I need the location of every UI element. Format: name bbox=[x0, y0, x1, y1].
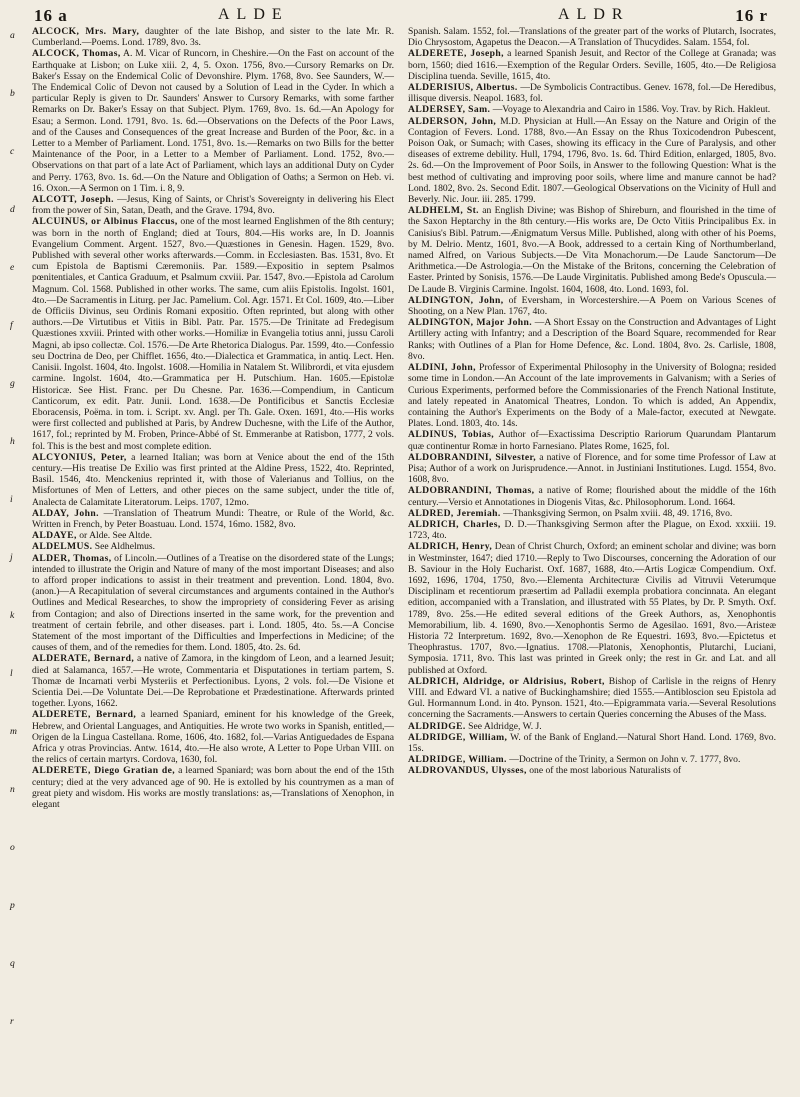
entry-headword: ALDERATE, Bernard, bbox=[32, 653, 135, 665]
dictionary-entry bbox=[408, 519, 776, 541]
dictionary-entry bbox=[32, 216, 394, 451]
page-header bbox=[10, 6, 790, 26]
entry-headword: ALDERISIUS, Albertus. bbox=[408, 82, 518, 94]
dictionary-entry bbox=[408, 104, 776, 115]
margin-line-mark: j bbox=[10, 552, 13, 563]
dictionary-entry bbox=[32, 653, 394, 709]
dictionary-entry bbox=[408, 429, 776, 451]
dictionary-entry bbox=[408, 732, 776, 754]
running-head-left: ALDE bbox=[218, 6, 289, 23]
entry-text: one of the most laborious Naturalists of bbox=[529, 765, 682, 777]
running-head-right: ALDR bbox=[558, 6, 630, 23]
dictionary-entry bbox=[408, 26, 776, 48]
dictionary-entry bbox=[32, 541, 394, 552]
entry-headword: ALDRICH, Charles, bbox=[408, 518, 501, 530]
entry-text: of Lincoln.—Outlines of a Treatise on the disordered state of the Lungs; intended to illustrate the Origin and Nature of many of the most important Diseases; and also to afford proper indications to assist in their treatment and prevention. Lond. 1804, 8vo. (anon.)—A Recapitulation of several circumstances and arguments contained in the Author's Outlines and Medical Researches, to show the impropriety of considering Fever as arising from Contagion; and also of Directions inserted in the same work, for the prevention and treatment of certain febrile, and other diseases. part i. Lond. 1805, 4to. 5s.—A Concise Statement of the most important of the Difficulties and Imperfections in Medicine; of the causes of them, and of the remedies for them. Lond. 1805, 4to. 2s. 6d. bbox=[32, 552, 394, 654]
entry-text: M.D. Physician at Hull.—An Essay on the Nature and Origin of the Contagion of Fevers. Lond. 1788, 8vo.—An Essay on the Rhus Toxicodendron Pubescent, Poison Oak, or Sumach; with Cases, showing its efficacy in the Cure of Paralysis, and other diseases of extreme debility. Hull, 1794, 1796, 8vo. 1s. 6d. Third Edition, enlarged, 1805, 8vo. 2s. 6d.—On the Improvement of Poor Soils, in Answer to the following Question: What is the best method of cultivating and improving poor soils, where lime and manure cannot be had? Lond. 1802, 8vo. 2s. Second Edit. 1807.—Geological Observations on the Vicinity of Hull and Beverly. Nic. Jour. iii. 285. 1799. bbox=[408, 115, 776, 206]
entry-headword: ALDERETE, Joseph, bbox=[408, 48, 504, 60]
dictionary-entry bbox=[32, 194, 394, 216]
entry-headword: ALDINI, John, bbox=[408, 362, 476, 374]
dictionary-entry bbox=[408, 452, 776, 486]
margin-line-mark: g bbox=[10, 378, 15, 389]
entry-headword: ALDINGTON, John, bbox=[408, 294, 504, 306]
entry-text: See Aldhelmus. bbox=[94, 541, 156, 553]
entry-headword: ALDERSEY, Sam. bbox=[408, 104, 491, 116]
entry-headword: ALDER, Thomas, bbox=[32, 552, 112, 564]
entry-headword: ALDRIDGE. bbox=[408, 720, 466, 732]
margin-line-mark: n bbox=[10, 784, 15, 795]
margin-line-mark: q bbox=[10, 958, 15, 969]
entry-text: —De Symbolicis Contractibus. Genev. 1678, fol.—De Heredibus, illisque diversis. Neapol. 1683, fol. bbox=[408, 82, 776, 105]
entry-headword: ALCUINUS, or Albinus Flaccus, bbox=[32, 216, 178, 228]
entry-text: an English Divine; was Bishop of Shireburn, and flourished in the time of the Saxon Heptarchy in the 8th century.—His works are, De Octo Vitiis Principalibus Ex. in Canisius's Bibl. Patrum.—Ænigmatum Versus Mille. Published, along with other of his Poems, by M. Delrio. Mentz, 1601, 8vo.—A Book, addressed to a certain King of Northumberland, named Alfred, on Various Subjects.—De Vita Monachorum.—De Laude Sanctorum—De Arithmetica.—De Astrologia.—On the Mistake of the Britons, concerning the Celebration of Easter. Printed by Sonisis, 1576.—De Laude Virginitatis. Published among Bede's Opuscula.—De Laude B. Virginis Carmine. Ingolst. 1604, 1608, 4to. Lond. 1693, fol. bbox=[408, 205, 776, 295]
entry-text: Bishop of Carlisle in the reigns of Henry VIII. and Edward VI. a native of Buckinghamshire; died 1555.—Antibloscion seu Epistola ad Gul. Hormannum Lond. in 4to. Pynson. 1521, 4to.—Epigrammata varia.—Several Resolutions concerning the Sacraments.—Answers to certain Queries concerning the Abuses of the Mass. bbox=[408, 675, 777, 721]
entry-text: daughter of the late Bishop, and sister to the late Mr. R. Cumberland.—Poems. Lond. 1789, 8vo. 3s. bbox=[32, 26, 394, 49]
entry-headword: ALCOCK, Thomas, bbox=[32, 48, 121, 60]
dictionary-entry bbox=[32, 530, 394, 541]
entry-headword: ALDERETE, Bernard, bbox=[32, 709, 137, 721]
dictionary-entry bbox=[32, 709, 394, 765]
entry-headword: ALDROVANDUS, Ulysses, bbox=[408, 765, 527, 777]
entry-text: —Translation of Theatrum Mundi: Theatre, or Rule of the World, &c. Written in French, by Peter Boastuau. Lond. 1574, 16mo. 1582, 8vo. bbox=[32, 507, 394, 530]
dictionary-entry bbox=[408, 721, 776, 732]
dictionary-entry bbox=[32, 765, 394, 810]
margin-line-mark: a bbox=[10, 30, 15, 41]
entry-headword: ALCOTT, Joseph. bbox=[32, 194, 114, 206]
entry-text: a learned Italian; was born at Venice about the end of the 15th century.—His treatise De Exilio was first printed at the Aldine Press, 1522, 4to. Reprinted, Basil. 1546, 4to. Menckenius reprinted it, with those of Valerianus and Tollius, on the Misfortunes of Men of Letters, and other pieces on the same subject, under the title of, Analecta de Calamitate Literatorum. Leips. 1707, 12mo. bbox=[32, 451, 394, 508]
entry-headword: ALCOCK, Mrs. Mary, bbox=[32, 26, 140, 37]
entry-headword: ALDINGTON, Major John. bbox=[408, 317, 533, 329]
dictionary-entry bbox=[408, 765, 776, 776]
dictionary-entry bbox=[408, 676, 776, 721]
margin-line-mark: c bbox=[10, 146, 15, 157]
entry-headword: ALDELMUS. bbox=[32, 541, 93, 553]
entry-headword: ALDRIDGE, William, bbox=[408, 731, 508, 743]
margin-line-mark: r bbox=[10, 1016, 14, 1027]
entry-text: of Eversham, in Worcestershire.—A Poem on Various Scenes of Shooting, on a New Plan. 1767, 4to. bbox=[408, 294, 776, 318]
dictionary-entry bbox=[408, 485, 776, 507]
margin-line-mark: b bbox=[10, 88, 15, 99]
entry-headword: ALDAYE, bbox=[32, 530, 77, 542]
dictionary-entry bbox=[408, 541, 776, 675]
margin-line-mark: l bbox=[10, 668, 13, 679]
entry-text: Dean of Christ Church, Oxford; an eminent scholar and divine; was born in Westminster, 1647; died 1710.—Reply to Two Discourses, concerning the Adoration of our B. Saviour in the Holy Eucharist. Oxf. 1687, 1688, 4to.—Artis Logicæ Compendium. Oxf. 1692, 1696, 1704, 1750, 8vo.—Elementa Architecturæ Civilis ad Vitruvii Veterumque Disciplinam et recentiorum præsertim ad Palladii exempla probatiora concinnata. An elegant edition, accompanied with a Translation, and illustrated with 55 Plates, by Dr. P. Smyth. Oxf. 1789, 8vo. 25s.—He edited several editions of the Greek Authors, as, Xenophontis Memorabilium, lib. 4. 1690, 8vo.—Xenophontis Sermo de Agesilao. 1691, 8vo.—Aristeæ Historia 72 Interpretum. 1692, 8vo.—Xenophon de Re Equestri. 1693, 8vo.—Epictetus et Theophrastus. 1707, 8vo.—Ignatius. 1708.—Platonis, Xenophontis, Plutarchi, Luciani, Symposia. 1711, 8vo. This last was printed in Greek only; the rest in Gr. and Lat. and all published at Oxford. bbox=[408, 541, 776, 676]
margin-line-mark: o bbox=[10, 842, 15, 853]
dictionary-entry bbox=[408, 362, 776, 429]
dictionary-entry bbox=[408, 116, 776, 206]
dictionary-entry bbox=[32, 452, 394, 508]
margin-line-mark: i bbox=[10, 494, 13, 505]
entry-text: —Voyage to Alexandria and Cairo in 1586. Voy. Trav. by Rich. Hakleut. bbox=[492, 104, 771, 116]
dictionary-entry bbox=[408, 295, 776, 317]
margin-line-mark: f bbox=[10, 320, 13, 331]
dictionary-entry bbox=[408, 82, 776, 104]
entry-headword: ALDRIDGE, William. bbox=[408, 754, 507, 766]
entry-text: Author of—Exactissima Descriptio Rariorum Quarundam Plantarum quæ continentur Romæ in horto Farnesiano. Plates Rome, 1625, fol. bbox=[408, 429, 777, 452]
entry-text: a native of Rome; flourished about the middle of the 16th century.—Versio et Annotationes in Diogenis Vitas, &c. Philosophorum. Lond. 1664. bbox=[408, 485, 777, 508]
entry-text: one of the most learned Englishmen of the 8th century; was born in the north of England; died at Tours, 804.—His works are, In D. Joannis Evangelium Comment. Argent. 1527, 8vo.—Quæstiones in Genesin. Hagen. 1529, 8vo. Published with several other works afterwards.—Comm. in Ecclesiasten. Bas. 1531, 8vo. Et cum Epistola de Baptismi Cæremoniis. Par. 1589.—Expositio in septem Psalmos pœnitentiales, et Cantica Graduum, et Psalmum cxviii. Par. 1547, 8vo.—Epistola ad Carolum Magnum. Col. 1568. Published in other works. The same, cum aliis Epistolis. Ingolst. 1601, 4to.—De Sacramentis in Liturg. per Jac. Pamelium. Col. Agr. 1571. Et Col. 1609, 4to.—Liber de Officiis Divinus, seu Ordinis Romani expositio. Often reprinted, but along with other authors.—De Virtutibus et Vitiis in Bibl. Patr. Par. 1575.—De Trinitate ad Fredegisum Quæstiones xxviii. Printed with other works.—Homiliæ in Evangelia totius anni, jussu Caroli Magni, ab ipso collectæ. Col. 1576.—De Arte Rhetorica Dialogus. Par. 1599, 4to.—Confessio seu Doctrina de Deo, per Chifflet. 1656, 4to.—Dialectica et Grammatica, in antiq. Lect. Hen. Canisii. Ingolst. 1604, 4to. Ingolst. 1608.—Homilia in Natalem St. Wilibrordi, et vita ejusdem carmine. Ingolst. 1604, 4to.—Grammatica per H. Putschium. Han. 1605.—Epistolæ Historicæ. See Hist. Franc. per Du Chesne. Par. 1636.—Compendium, in Canticum Canticorum, ex edit. Patr. Junii. Lond. 1638.—De Pontificibus et Sanctis Ecclesiæ Eboracensis, Poëma. in tom. i. Script. xv. Angl. per Th. Gale. Oxen. 1691, 4to.—His works were first collected and published at Paris, by Andrew Duchesne, with the Life of the Author, 1617, fol.; reprinted by M. Froben, Prince-Abbé of St. Emmeranbe at Ratisbon, 1777, 2 vols. fol. This is the best and most complete edition. bbox=[32, 216, 394, 452]
dictionary-entry bbox=[408, 48, 776, 82]
entry-text: a learned Spaniard; was born about the end of the 15th century; died at the very advanced age of 90. He is extolled by his countrymen as a man of great piety and wisdom. His works are mostly translations: as,—Translations of Xenophon, in elegant bbox=[32, 765, 394, 811]
entry-text: a native of Florence, and for some time Professor of Law at Pisa; Author of a work on Jurisprudence.—Annot. in Justiniani Institutiones. Lugd. 1554, 8vo. 1608, 8vo. bbox=[408, 451, 777, 486]
margin-line-mark: k bbox=[10, 610, 15, 621]
dictionary-entry bbox=[408, 317, 776, 362]
entry-text: or Alde. See Altde. bbox=[79, 530, 152, 542]
entry-text: A. M. Vicar of Runcorn, in Cheshire.—On the Fast on account of the Earthquake at Lisbon; on Luke xiii. 2, 4, 5. Oxon. 1756, 8vo.—Cursory Remarks on Dr. Baker's Essay on the Endemical Colic of Devonshire. Plym. 1768, 8vo. See Saunders, W.—The Endemical Colic of Devon not caused by a Solution of Lead in the Cyder. In which a particular Reply is given to Dr. Saunders' Answer to Cursory Remarks, with some farther Remarks on Dr. Baker's Essay on that Subject. Plym. 1769, 8vo. 1s. 6d.—An Apology for Esau; a Sermon. Lond. 1791, 8vo. 1s. 6d.—Observations on the Defects of the Poor Laws, and of the Causes and Consequences of the great Increase and Burden of the Poor, &c. in a Letter to a Member of Parliament. Lond. 1751, 8vo. 1s.—Remarks on two Bills for the better Maintenance of the Poor, in a Letter to a Member of Parliament. Lond. 1752, 8vo.—Observations on that part of a late Act of Parliament, which lays an additional Duty on Cyder and Perry. 1763, 8vo. 1s. 6d.—On the Nature and Obligation of Oaths; a Sermon on Heb. vi. 16. Oxon.—A Sermon on 1 Tim. i. 8, 9. bbox=[32, 48, 394, 194]
entry-headword: ALDAY, John. bbox=[32, 507, 99, 519]
margin-line-mark: p bbox=[10, 900, 15, 911]
dictionary-entry bbox=[32, 508, 394, 530]
dictionary-entry bbox=[32, 553, 394, 654]
entry-text: W. of the Bank of England.—Natural Short Hand. Lond. 1769, 8vo. 15s. bbox=[408, 731, 776, 754]
dictionary-entry bbox=[408, 754, 776, 765]
margin-line-mark: d bbox=[10, 204, 15, 215]
entry-text: Professor of Experimental Philosophy in the University of Bologna; resided some time in London.—An Account of the late improvements in Galvanism; with a Series of Curious Experiments, performed before the Commissionaries of the French National Institute, and lately repeated in Anatomical Theatres, London. To which is added, An Appendix, containing the Author's Experiments on the Body of a Male-factor, executed at Newgate. Plates. Lond. 1803, 4to. 14s. bbox=[408, 362, 776, 430]
entry-headword: ALDERSON, John, bbox=[408, 115, 497, 127]
entry-headword: ALDRICH, Aldridge, or Aldrisius, Robert, bbox=[408, 675, 605, 687]
entry-headword: ALCYONIUS, Peter, bbox=[32, 451, 127, 463]
entry-headword: ALDOBRANDINI, Thomas, bbox=[408, 485, 535, 497]
entry-text: a native of Zamora, in the kingdom of Leon, and a learned Jesuit; died at Salamanca, 1657.—He wrote, Commentaria et Disputationes in tertiam partem, S. Thomæ de Incarnati verbi Mysteriis et Perfectionibus. Lyons, 2 vols. fol.—De Visione et Scientia Dei.—De Voluntate Dei.—De Reprobatione et Prædestinatione. Afterwards printed together. Lyons, 1662. bbox=[32, 653, 394, 710]
entry-text: See Aldridge, W. J. bbox=[468, 720, 542, 732]
right-column bbox=[400, 26, 790, 810]
page-number-left: 16 a bbox=[34, 6, 68, 25]
entry-headword: ALDRED, Jeremiah. bbox=[408, 507, 501, 519]
entry-text: —Jesus, King of Saints, or Christ's Sovereignty in delivering his Elect from the power of Sin, Satan, Death, and the Grave. 1794, 8vo. bbox=[32, 194, 394, 217]
entry-text: a learned Spanish Jesuit, and Rector of the College at Granada; was born, 1560; died 1616.—Exemption of the Regular Orders. Seville, 1605, 4to.—De Religiosa Disciplina tuenda. Seville, 1615, 4to. bbox=[408, 48, 776, 82]
entry-text: D. D.—Thanksgiving Sermon after the Plague, on Exod. xxxiii. 19. 1723, 4to. bbox=[408, 518, 777, 542]
dictionary-entry bbox=[32, 26, 394, 48]
entry-headword: ALDINUS, Tobias, bbox=[408, 429, 495, 441]
dictionary-entry bbox=[408, 205, 776, 295]
entry-text: —Thanksgiving Sermon, on Psalm xviii. 48, 49. 1716, 8vo. bbox=[503, 507, 733, 519]
entry-text: a learned Spaniard, eminent for his knowledge of the Greek, Hebrew, and Oriental Languages, and Antiquities. He wrote two works in Spanish, entitled,—Origen de la Lingua Castellana. Rome, 1606, 4to. 1682, fol.—Varias Antiguedades de Espana Africa y otras Provincias. Antw. 1614, 4to.—He also wrote, A Letter to Pope Urban VIII. on the relics of certain martyrs. Cordova, 1630, fol. bbox=[32, 709, 394, 766]
entry-text: Spanish. Salam. 1552, fol.—Translations of the greater part of the works of Plutarch, Isocrates, Dio Chrysostom, Agapetus the Deacon.—A Translation of Thucydides. Salam. 1554, fol. bbox=[408, 26, 776, 49]
text-columns bbox=[10, 26, 790, 810]
entry-headword: ALDHELM, St. bbox=[408, 205, 479, 217]
entry-text: —A Short Essay on the Construction and Advantages of Light Artillery acting with Infantry; and a Description of the Board Square, recommended for Rear Ranks; with Outlines of a Plan for Home Defence, &c. Lond. 1804, 8vo. 2s. Carlisle, 1808, 8vo. bbox=[408, 317, 776, 362]
dictionary-entry bbox=[408, 508, 776, 519]
page-number-right: 16 r bbox=[735, 6, 768, 25]
entry-headword: ALDRICH, Henry, bbox=[408, 541, 493, 553]
margin-line-mark: m bbox=[10, 726, 17, 737]
entry-text: —Doctrine of the Trinity, a Sermon on John v. 7. 1777, 8vo. bbox=[509, 754, 741, 766]
entry-headword: ALDOBRANDINI, Silvester, bbox=[408, 451, 537, 463]
dictionary-entry bbox=[32, 48, 394, 194]
margin-line-mark: h bbox=[10, 436, 15, 447]
entry-headword: ALDERETE, Diego Gratian de, bbox=[32, 765, 176, 777]
margin-line-mark: e bbox=[10, 262, 15, 273]
left-column bbox=[10, 26, 400, 810]
